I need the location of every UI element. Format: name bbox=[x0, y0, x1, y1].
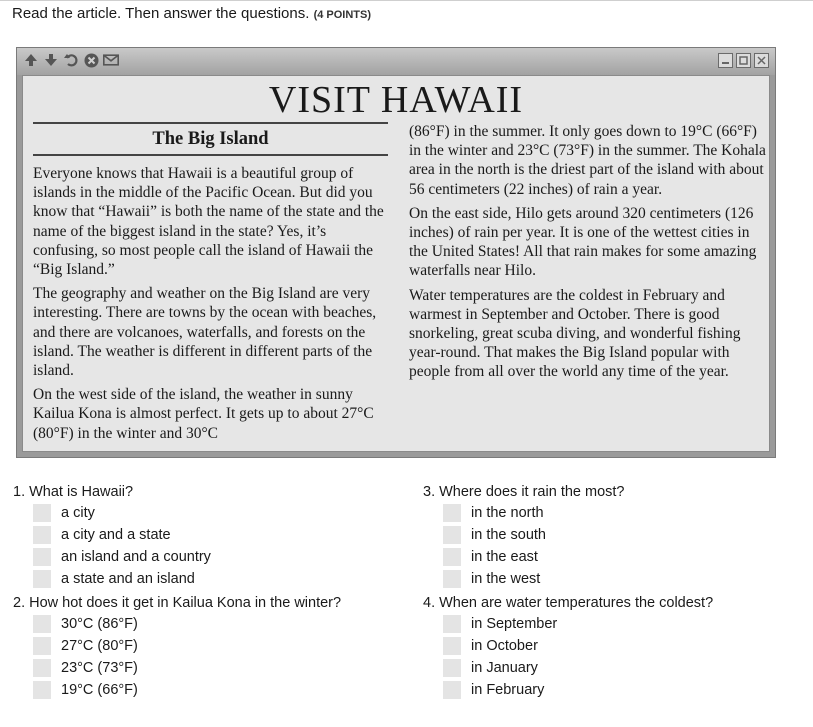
answer-checkbox[interactable] bbox=[443, 681, 461, 699]
subtitle-top-rule bbox=[33, 122, 388, 124]
answer-option[interactable] bbox=[33, 524, 211, 546]
answer-text: a state and an island bbox=[61, 571, 195, 587]
article-paragraph: (86°F) in the summer. It only goes down to 19°C (66°F) in the winter and 23°C (73°F) in the summer. The Kohala area in the north is the driest part of the island with about 56 centimeters (22 inches) of rain a year. bbox=[409, 123, 766, 198]
answer-text: in the north bbox=[471, 505, 544, 521]
answer-text: in the south bbox=[471, 527, 546, 543]
answer-checkbox[interactable] bbox=[443, 504, 461, 522]
answer-checkbox[interactable] bbox=[33, 681, 51, 699]
article-right-column bbox=[409, 122, 769, 387]
answer-checkbox[interactable] bbox=[443, 659, 461, 677]
answer-text: in February bbox=[471, 682, 545, 698]
article-paragraph: The geography and weather on the Big Island are very interesting. There are towns by the ocean with beaches, and there are volcanoes, waterfalls, and forests on the island. The weather is different in different parts of the island. bbox=[33, 285, 377, 380]
answer-option[interactable] bbox=[33, 657, 341, 679]
answer-option[interactable] bbox=[33, 568, 211, 590]
answer-option[interactable] bbox=[443, 568, 625, 590]
question-label: 1. What is Hawaii? bbox=[13, 484, 134, 500]
answer-text: in September bbox=[471, 616, 558, 632]
answer-option[interactable] bbox=[443, 502, 625, 524]
answer-checkbox[interactable] bbox=[443, 615, 461, 633]
article-page bbox=[22, 75, 770, 452]
answer-text: 30°C (86°F) bbox=[61, 616, 138, 632]
answer-option[interactable] bbox=[443, 657, 713, 679]
instructions-text: Read the article. Then answer the questions. bbox=[12, 5, 310, 22]
question-4 bbox=[423, 593, 713, 701]
close-icon bbox=[754, 53, 769, 68]
answer-option[interactable] bbox=[33, 613, 341, 635]
close-circle-icon bbox=[83, 52, 99, 68]
answer-checkbox[interactable] bbox=[33, 548, 51, 566]
answer-text: in the west bbox=[471, 571, 541, 587]
arrow-down-icon bbox=[43, 52, 59, 68]
question-2 bbox=[13, 593, 341, 701]
question-label: 4. When are water temperatures the coldest? bbox=[423, 595, 714, 611]
minimize-icon bbox=[718, 53, 733, 68]
question-label: 3. Where does it rain the most? bbox=[423, 484, 625, 500]
article-title: VISIT HAWAII bbox=[268, 79, 524, 121]
question-3 bbox=[423, 482, 625, 590]
maximize-icon bbox=[736, 53, 751, 68]
window-controls bbox=[718, 53, 769, 68]
instructions bbox=[12, 5, 371, 22]
answer-option[interactable] bbox=[443, 613, 713, 635]
answer-option[interactable] bbox=[443, 635, 713, 657]
answer-option[interactable] bbox=[33, 502, 211, 524]
answer-option[interactable] bbox=[33, 546, 211, 568]
answer-checkbox[interactable] bbox=[443, 637, 461, 655]
answer-checkbox[interactable] bbox=[443, 526, 461, 544]
undo-icon bbox=[63, 52, 79, 68]
article-left-column bbox=[33, 122, 388, 448]
answer-option[interactable] bbox=[443, 679, 713, 701]
question-label: 2. How hot does it get in Kailua Kona in the winter? bbox=[13, 595, 342, 611]
answer-checkbox[interactable] bbox=[33, 526, 51, 544]
answer-option[interactable] bbox=[33, 679, 341, 701]
mail-icon bbox=[103, 52, 119, 68]
arrow-up-icon bbox=[23, 52, 39, 68]
answer-checkbox[interactable] bbox=[33, 659, 51, 677]
answer-text: 23°C (73°F) bbox=[61, 660, 138, 676]
question-1 bbox=[13, 482, 211, 590]
answer-text: in January bbox=[471, 660, 538, 676]
answer-checkbox[interactable] bbox=[33, 570, 51, 588]
top-divider bbox=[0, 0, 813, 1]
answer-text: an island and a country bbox=[61, 549, 211, 565]
answer-checkbox[interactable] bbox=[33, 504, 51, 522]
article-paragraph: On the west side of the island, the weather in sunny Kailua Kona is almost perfect. It gets up to about 27°C (80°F) in the winter and 30°C bbox=[33, 386, 374, 442]
article-window bbox=[16, 47, 776, 458]
answer-checkbox[interactable] bbox=[443, 570, 461, 588]
answer-text: a city bbox=[61, 505, 95, 521]
answer-option[interactable] bbox=[443, 546, 625, 568]
article-paragraph: Water temperatures are the coldest in February and warmest in September and October. There is good snorkeling, great scuba diving, and wonderful fishing year-round. That makes the Big Island popular with people from all over the world any time of the year. bbox=[409, 286, 741, 381]
window-titlebar bbox=[17, 48, 775, 75]
answer-checkbox[interactable] bbox=[443, 548, 461, 566]
answer-text: 27°C (80°F) bbox=[61, 638, 138, 654]
answer-option[interactable] bbox=[443, 524, 625, 546]
answer-text: in October bbox=[471, 638, 538, 654]
answer-option[interactable] bbox=[33, 635, 341, 657]
points-label: (4 POINTS) bbox=[313, 9, 372, 21]
answer-text: a city and a state bbox=[61, 527, 171, 543]
answer-text: in the east bbox=[471, 549, 538, 565]
article-paragraph: Everyone knows that Hawaii is a beautiful group of islands in the middle of the Pacific Ocean. But did you know that “Hawaii” is both the name of the state and the name of the biggest island in the state? Yes, it’s confusing, so most people call the island of Hawaii the “Big Island.” bbox=[33, 165, 384, 279]
toolbar-icons bbox=[23, 52, 119, 68]
article-paragraph: On the east side, Hilo gets around 320 centimeters (126 inches) of rain per year. It is one of the wettest cities in the United States! All that rain makes for some amazing waterfalls near Hilo. bbox=[409, 204, 757, 280]
answer-checkbox[interactable] bbox=[33, 615, 51, 633]
answer-checkbox[interactable] bbox=[33, 637, 51, 655]
article-subtitle: The Big Island bbox=[152, 129, 269, 149]
subtitle-bottom-rule bbox=[33, 154, 388, 156]
answer-text: 19°C (66°F) bbox=[61, 682, 138, 698]
